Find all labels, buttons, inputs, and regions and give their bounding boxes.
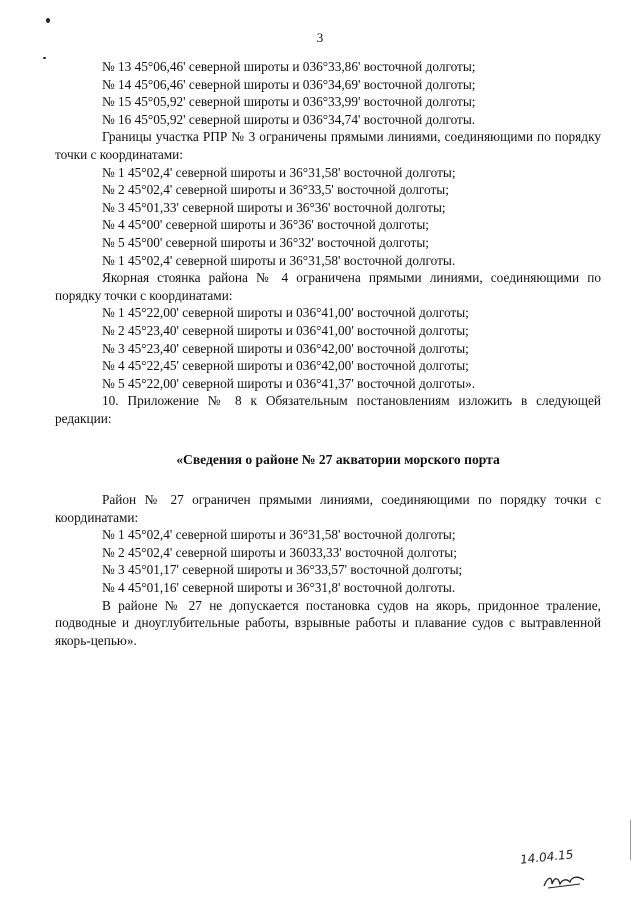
coordinates-list-3 [55,304,601,392]
document-body [55,58,601,649]
list-item: № 2 45°23,40' северной широты и 036°41,00' восточной долготы; [102,322,469,338]
page-number: 3 [316,30,324,45]
coordinates-list-4 [55,526,601,596]
list-item: № 5 45°00' северной широты и 36°32' восточной долготы; [102,234,429,250]
list-item: № 5 45°22,00' северной широты и 036°41,37' восточной долготы». [102,375,476,391]
list-item: № 3 45°01,17' северной широты и 36°33,57' восточной долготы; [102,562,463,578]
paragraph-area27: Район № 27 ограничен прямыми линиями, соединяющими по порядку точки с координатами: [55,492,601,525]
list-item: № 2 45°02,4' северной широты и 36033,33' восточной долготы; [102,544,457,560]
paragraph-rpr3: Границы участка РПР № 3 ограничены прямыми линиями, соединяющими по порядку точки с координатами: [55,129,601,162]
paragraph-anchorage4: Якорная стоянка района № 4 ограничена прямыми линиями, соединяющими по порядку точки с координатами: [55,270,601,303]
list-item: № 1 45°22,00' северной широты и 036°41,00' восточной долготы; [102,305,469,321]
coordinates-list-1 [55,58,601,128]
list-item: № 15 45°05,92' северной широты и 036°33,99' восточной долготы; [102,94,476,110]
signature-icon [540,868,590,892]
list-item: № 1 45°02,4' северной широты и 36°31,58' восточной долготы. [102,252,456,268]
list-item: № 2 45°02,4' северной широты и 36°33,5' восточной долготы; [102,182,449,198]
list-item: № 1 45°02,4' северной широты и 36°31,58' восточной долготы; [102,164,456,180]
scan-edge-mark [630,820,631,860]
list-item: № 4 45°00' северной широты и 36°36' восточной долготы; [102,217,429,233]
list-item: № 4 45°22,45' северной широты и 036°42,00' восточной долготы; [102,358,469,374]
signature-date: 14.04.15 [519,847,575,867]
list-item: № 13 45°06,46' северной широты и 036°33,86' восточной долготы; [102,59,476,74]
scan-dot-top [46,18,50,23]
list-item: № 4 45°01,16' северной широты и 36°31,8' восточной долготы. [102,580,456,596]
list-item: № 14 45°06,46' северной широты и 036°34,69' восточной долготы; [102,76,476,92]
list-item: № 3 45°23,40' северной широты и 036°42,00' восточной долготы; [102,340,469,356]
handwritten-date [519,847,575,867]
list-item: № 16 45°05,92' северной широты и 036°34,74' восточной долготы. [102,111,476,127]
coordinates-list-2 [55,164,601,270]
section-heading: «Сведения о районе № 27 акватории морского порта [176,452,500,468]
scan-dot-left [43,57,46,59]
list-item: № 1 45°02,4' северной широты и 36°31,58' восточной долготы; [102,527,456,543]
paragraph-restrictions: В районе № 27 не допускается постановка судов на якорь, придонное траление, подводные и дноуглубительные работы, взрывные работы и плавание судов с вытравленной якорь-цепью». [55,597,601,648]
paragraph-appendix: 10. Приложение № 8 к Обязательным постановлениям изложить в следующей редакции: [55,393,601,426]
list-item: № 3 45°01,33' северной широты и 36°36' восточной долготы; [102,199,446,215]
